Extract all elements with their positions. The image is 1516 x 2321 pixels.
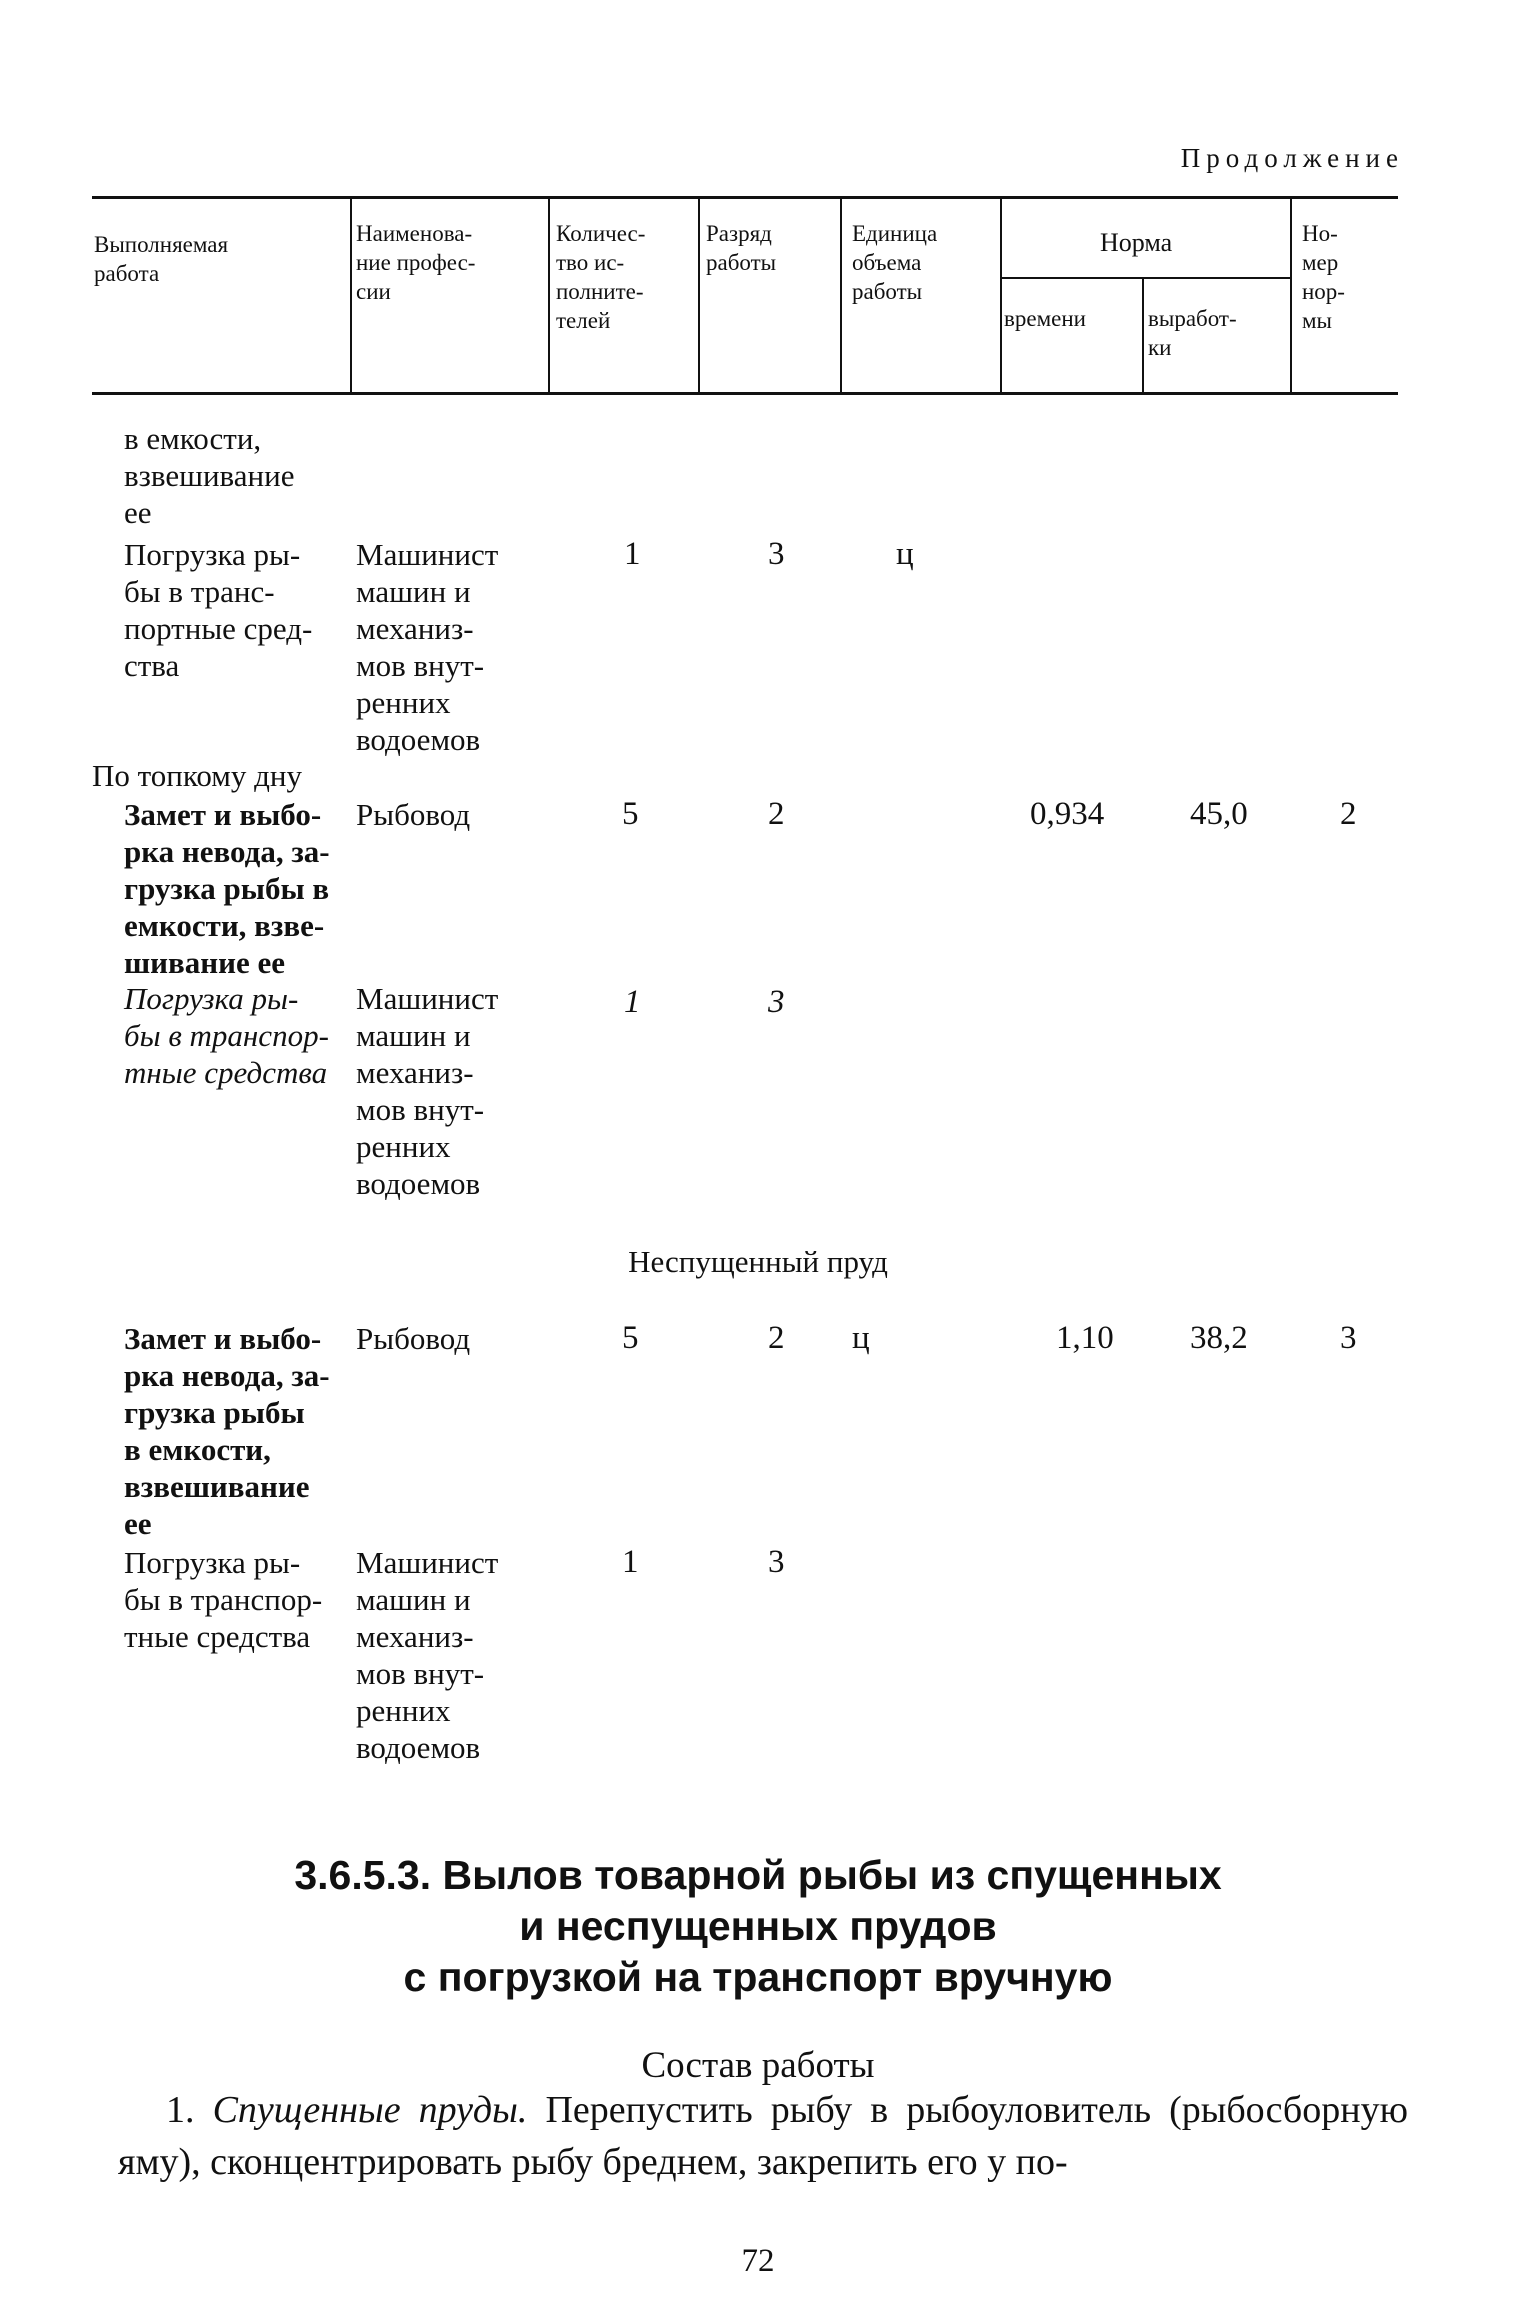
page-number: 72 (741, 2243, 775, 2279)
col-divider-1 (350, 198, 352, 394)
col-divider-7 (1290, 198, 1292, 394)
b2-r2-profession: Машинист машин и механиз- мов внут- ренних водоемов (356, 981, 499, 1201)
norm-subdivider-rule (1000, 277, 1290, 279)
b2-r1-output: 45,0 (1190, 796, 1248, 832)
col-header-norm-output: выработ- ки (1148, 306, 1237, 360)
b2-r1-number: 2 (1340, 796, 1357, 832)
b3-r1-count: 5 (622, 1320, 639, 1356)
b3-r1-unit: ц (852, 1320, 870, 1356)
b2-r1-time: 0,934 (1030, 796, 1105, 832)
para-number: 1. (166, 2089, 195, 2131)
b3-r2-profession: Машинист машин и механиз- мов внут- ренних водоемов (356, 1545, 499, 1765)
section-title-line-2: и неспущенных прудов (519, 1903, 997, 1949)
b3-r2-work: Погрузка ры- бы в транспор- тные средства (124, 1545, 323, 1654)
table-header-bottom-rule (92, 392, 1398, 395)
b2-r1-profession: Рыбовод (356, 797, 471, 832)
section-title-line-1: 3.6.5.3. Вылов товарной рыбы из спущенных (294, 1852, 1222, 1898)
b3-subheading: Неспущенный пруд (628, 1244, 888, 1279)
b2-r2-grade: 3 (768, 984, 785, 1020)
b3-r2-grade: 3 (768, 1544, 785, 1580)
col-header-norm-number: Но- мер нор- мы (1302, 221, 1345, 333)
b3-r1-work: Замет и выбо- рка невода, за- грузка рыбы в емкости, взвешивание ее (124, 1321, 330, 1541)
b1-row-unit: ц (896, 536, 914, 572)
col-header-grade: Разряд работы (706, 221, 777, 275)
continuation-label: Продолжение (1180, 143, 1404, 173)
b2-r1-count: 5 (622, 796, 639, 832)
col-divider-3 (698, 198, 700, 394)
b1-row-count: 1 (624, 536, 641, 572)
col-header-unit: Единица объема работы (852, 221, 938, 304)
b2-r2-count: 1 (624, 984, 641, 1020)
b3-r1-time: 1,10 (1056, 1320, 1114, 1356)
b1-row-profession: Машинист машин и механиз- мов внут- ренних водоемов (356, 537, 499, 757)
b2-r2-work: Погрузка ры- бы в транспор- тные средства (124, 981, 329, 1090)
col-divider-4 (840, 198, 842, 394)
b3-r1-output: 38,2 (1190, 1320, 1248, 1356)
col-header-norm: Норма (1100, 228, 1173, 257)
composition-paragraph (118, 2084, 1408, 2188)
b2-r1-work: Замет и выбо- рка невода, за- грузка рыбы в емкости, взве- шивание ее (124, 797, 330, 980)
table-top-rule (92, 196, 1398, 199)
col-header-count: Количес- тво ис- полните- телей (556, 221, 646, 333)
para-body: Перепустить рыбу в рыбоуловитель (рыбосборную яму), сконцентрировать рыбу бреднем, закрепить его у по- (118, 2089, 1408, 2183)
cont-work-text: в емкости, взвешивание ее (124, 421, 295, 530)
col-divider-2 (548, 198, 550, 394)
col-header-norm-time: времени (1004, 306, 1086, 331)
b1-row-work: Погрузка ры- бы в транс- портные сред- ства (124, 537, 313, 683)
b3-r1-number: 3 (1340, 1320, 1357, 1356)
b3-r1-grade: 2 (768, 1320, 785, 1356)
section-title-line-3: с погрузкой на транспорт вручную (403, 1954, 1113, 2000)
col-header-work: Выполняемая работа (94, 232, 229, 286)
col-header-profession: Наименова- ние профес- сии (356, 221, 476, 304)
composition-heading: Состав работы (641, 2045, 875, 2086)
b3-r2-count: 1 (622, 1544, 639, 1580)
b2-group-heading: По топкому дну (92, 758, 302, 793)
col-divider-6 (1142, 279, 1144, 394)
para-italic-lead: Спущенные пруды. (212, 2089, 528, 2131)
b3-r1-profession: Рыбовод (356, 1321, 471, 1356)
col-divider-5 (1000, 198, 1002, 394)
b1-row-grade: 3 (768, 536, 785, 572)
b2-r1-grade: 2 (768, 796, 785, 832)
